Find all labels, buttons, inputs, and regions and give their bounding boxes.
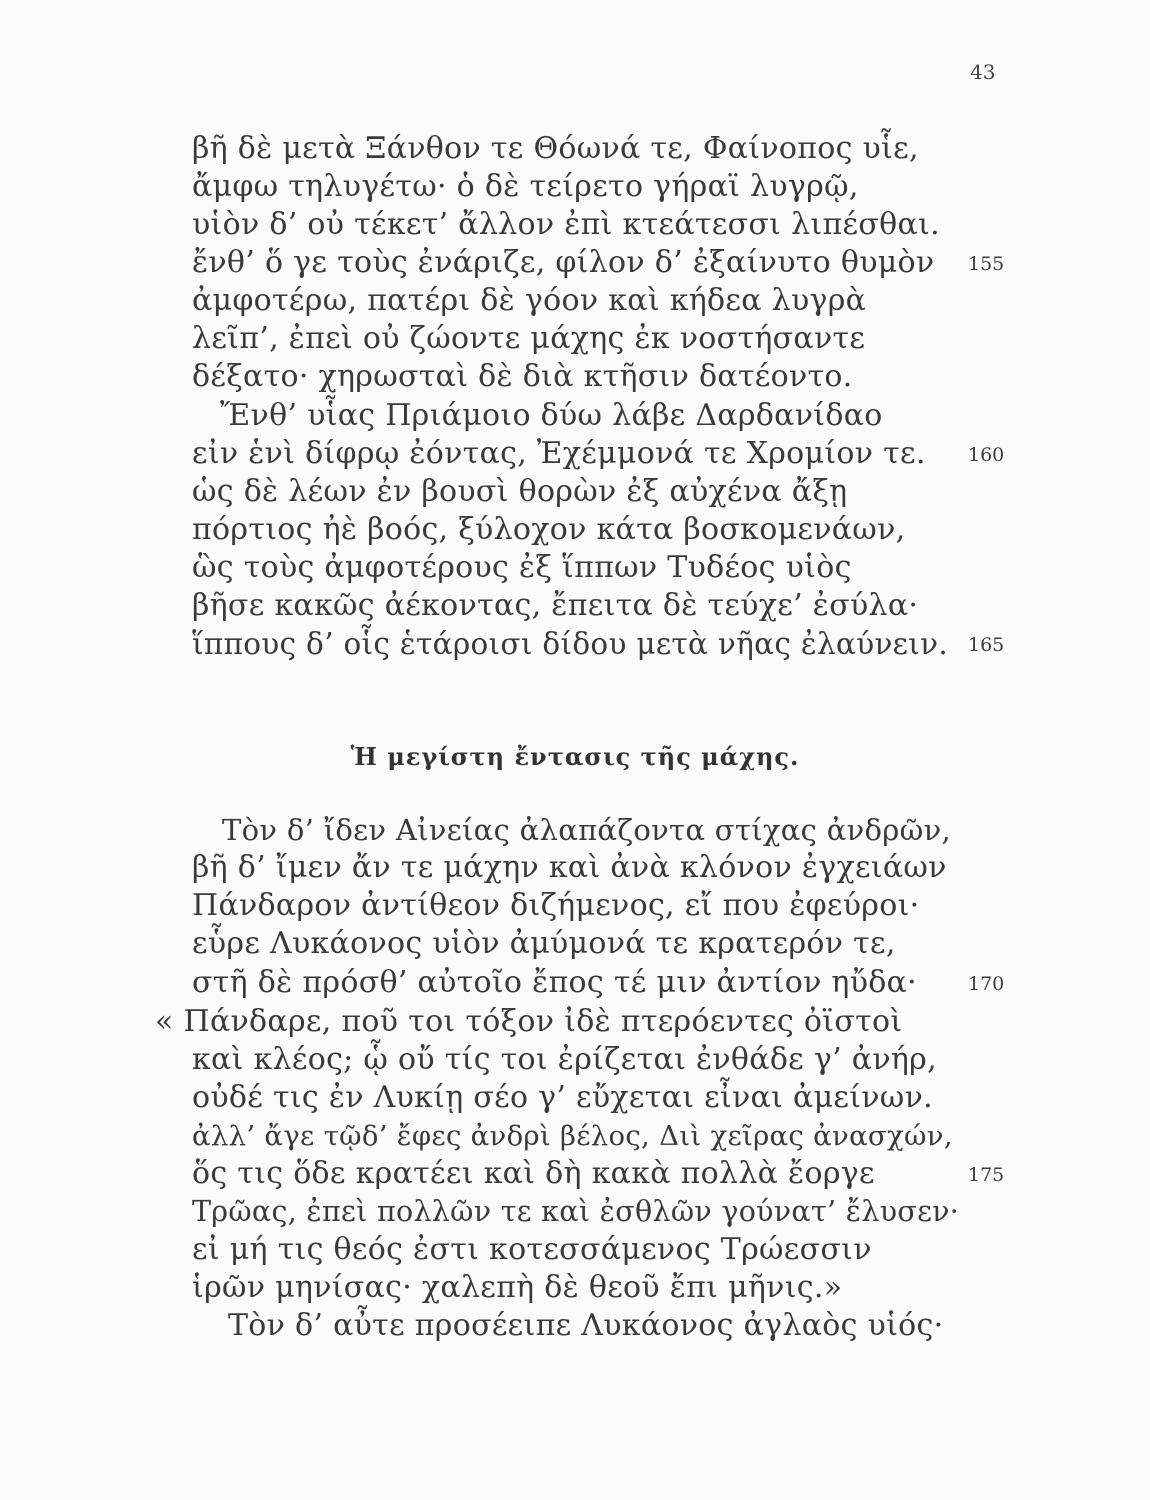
verse-text: εὗρε Λυκάονος υἱὸν ἀμύμονά τε κρατερόν τε, xyxy=(192,926,896,961)
verse-text: ἔνθ’ ὅ γε τοὺς ἐνάριζε, φίλον δ’ ἐξαίνυτο θυμὸν xyxy=(192,245,935,280)
verse-text: εἰν ἑνὶ δίφρῳ ἐόντας, Ἐχέμμονά τε Χρομίον τε. xyxy=(192,436,926,471)
verse-line xyxy=(0,1304,1150,1348)
line-number: 155 xyxy=(968,253,1005,275)
verse-text: Τὸν δ’ αὖτε προσέειπε Λυκάονος ἀγλαὸς υἱός· xyxy=(228,1308,944,1343)
section-heading: Ἡ μεγίστη ἔντασις τῆς μάχης. xyxy=(350,742,800,771)
verse-text: Ἔνθ’ υἷας Πριάμοιο δύω λάβε Δαρδανίδαο xyxy=(220,398,883,433)
verse-text: καὶ κλέος; ᾧ οὔ τίς τοι ἐρίζεται ἐνθάδε γ’ ἀνήρ, xyxy=(192,1042,937,1077)
line-number: 170 xyxy=(968,973,1005,995)
verse-text: Τὸν δ’ ἴδεν Αἰνείας ἀλαπάζοντα στίχας ἀνδρῶν, xyxy=(222,813,952,847)
verse-line xyxy=(0,961,1150,1005)
line-number: 165 xyxy=(968,634,1005,656)
verse-text: ἀμφοτέρω, πατέρι δὲ γόον καὶ κήδεα λυγρὰ xyxy=(192,283,867,318)
verse-text: βῆ δὲ μετὰ Ξάνθον τε Θόωνά τε, Φαίνοπος υἷε, xyxy=(192,131,919,166)
verse-text: ὅς τις ὅδε κρατέει καὶ δὴ κακὰ πολλὰ ἔοργε xyxy=(192,1156,875,1191)
verse-text: « Πάνδαρε, ποῦ τοι τόξον ἰδὲ πτερόεντες ὀϊστοὶ xyxy=(155,1004,903,1039)
verse-text: ἵππους δ’ οἷς ἑτάροισι δίδου μετὰ νῆας ἐλαύνειν. xyxy=(192,627,949,661)
verse-line xyxy=(0,622,1150,666)
line-number: 160 xyxy=(968,444,1005,466)
verse-text: ὣς τοὺς ἀμφοτέρους ἐξ ἵππων Τυδέος υἱὸς xyxy=(192,550,852,585)
verse-text: πόρτιος ἠὲ βοός, ξύλοχον κάτα βοσκομενάων, xyxy=(192,512,906,547)
verse-line xyxy=(0,922,1150,966)
line-number: 175 xyxy=(968,1164,1005,1186)
verse-text: ὡς δὲ λέων ἐν βουσὶ θορὼν ἐξ αὐχένα ἄξῃ xyxy=(192,474,848,509)
verse-text: βῆσε κακῶς ἀέκοντας, ἔπειτα δὲ τεύχε’ ἐσύλα· xyxy=(192,588,919,623)
page-number: 43 xyxy=(970,60,996,84)
verse-text: οὐδέ τις ἐν Λυκίῃ σέο γ’ εὔχεται εἶναι ἀμείνων. xyxy=(192,1080,933,1115)
verse-text: υἱὸν δ’ οὐ τέκετ’ ἄλλον ἐπὶ κτεάτεσσι λιπέσθαι. xyxy=(192,207,940,242)
verse-text: εἰ μή τις θεός ἐστι κοτεσσάμενος Τρώεσσιν xyxy=(192,1232,872,1267)
verse-text: βῆ δ’ ἴμεν ἄν τε μάχην καὶ ἀνὰ κλόνον ἐγχειάων xyxy=(192,850,947,885)
verse-text: στῆ δὲ πρόσθ’ αὐτοῖο ἔπος τέ μιν ἀντίον ηὔδα· xyxy=(192,965,918,1000)
verse-line xyxy=(0,355,1150,399)
verse-text: δέξατο· χηρωσταὶ δὲ διὰ κτῆσιν δατέοντο. xyxy=(192,359,853,394)
verse-text: ἄμφω τηλυγέτω· ὁ δὲ τείρετο γήραϊ λυγρῷ, xyxy=(192,169,859,204)
verse-text: ἱρῶν μηνίσας· χαλεπὴ δὲ θεοῦ ἔπι μῆνις.» xyxy=(192,1270,843,1305)
verse-text: Πάνδαρον ἀντίθεον διζήμενος, εἴ που ἐφεύροι· xyxy=(192,888,920,923)
verse-text: λεῖπ’, ἐπεὶ οὐ ζώοντε μάχης ἐκ νοστήσαντε xyxy=(192,321,866,356)
verse-text: ἀλλ’ ἄγε τῷδ’ ἔφες ἀνδρὶ βέλος, Διὶ χεῖρας ἀνασχών, xyxy=(192,1120,953,1152)
verse-text: Τρῶας, ἐπεὶ πολλῶν τε καὶ ἐσθλῶν γούνατ’ ἔλυσεν· xyxy=(192,1195,960,1228)
